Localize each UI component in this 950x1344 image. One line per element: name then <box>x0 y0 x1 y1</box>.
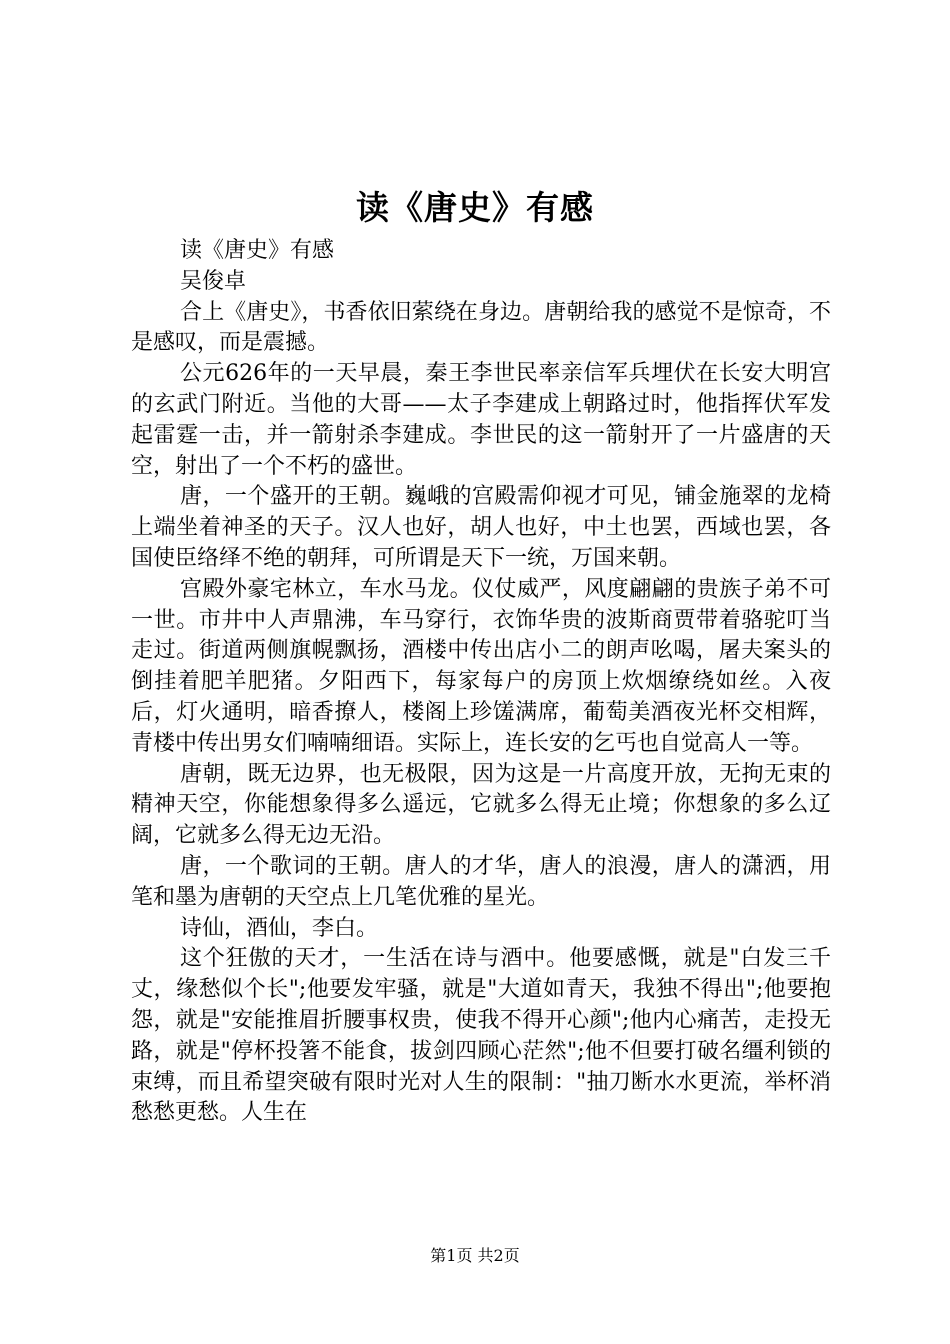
paragraph: 唐朝，既无边界，也无极限，因为这是一片高度开放，无拘无束的精神天空，你能想象得多么遥远，它就多么得无止境；你想象的多么辽阔，它就多么得无边无沿。 <box>131 761 831 849</box>
paragraph: 宫殿外豪宅林立，车水马龙。仪仗威严，风度翩翩的贵族子弟不可一世。市井中人声鼎沸，车马穿行，衣饰华贵的波斯商贾带着骆驼叮当走过。街道两侧旗幌飘扬，酒楼中传出店小二的朗声吆喝，屠夫案头的倒挂着肥羊肥猪。夕阳西下，每家每户的房顶上炊烟缭绕如丝。入夜后，灯火通明，暗香撩人，楼阁上珍馐满席，葡萄美酒夜光杯交相辉，青楼中传出男女们喃喃细语。实际上，连长安的乞丐也自觉高人一等。 <box>131 576 831 756</box>
paragraph: 唐，一个盛开的王朝。巍峨的宫殿需仰视才可见，铺金施翠的龙椅上端坐着神圣的天子。汉人也好，胡人也好，中土也罢，西域也罢，各国使臣络绎不绝的朝拜，可所谓是天下一统，万国来朝。 <box>131 484 831 571</box>
paragraph: 诗仙，酒仙，李白。 <box>180 915 379 941</box>
paragraph: 这个狂傲的天才，一生活在诗与酒中。他要感慨，就是"白发三千丈，缘愁似个长";他要发牢骚，就是"大道如青天，我独不得出";他要抱怨，就是"安能推眉折腰事权贵，使我不得开心颜";他内心痛苦，走投无路，就是"停杯投箸不能食，拔剑四顾心茫然";他不但要打破名缰利锁的束缚，而且希望突破有限时光对人生的限制："抽刀断水水更流，举杯消愁愁更愁。人生在 <box>131 946 831 1126</box>
document-body <box>131 236 831 1129</box>
paragraph: 唐，一个歌词的王朝。唐人的才华，唐人的浪漫，唐人的潇洒，用笔和墨为唐朝的天空点上几笔优雅的星光。 <box>131 853 831 910</box>
page-total: 共2页 <box>477 1246 520 1265</box>
page-number: 第1页 <box>430 1246 473 1265</box>
paragraph-subtitle: 读《唐史》有感 <box>180 238 335 263</box>
document-title: 读《唐史》有感 <box>356 188 594 227</box>
paragraph: 合上《唐史》，书香依旧萦绕在身边。唐朝给我的感觉不是惊奇，不是感叹，而是震撼。 <box>131 299 831 356</box>
page-footer <box>0 1244 950 1268</box>
paragraph-author: 吴俊卓 <box>180 268 247 294</box>
paragraph: 公元626年的一天早晨，秦王李世民率亲信军兵埋伏在长安大明宫的玄武门附近。当他的大哥——太子李建成上朝路过时，他指挥伏军发起雷霆一击，并一箭射杀李建成。李世民的这一箭射开了一片盛唐的天空，射出了一个不朽的盛世。 <box>131 361 831 479</box>
